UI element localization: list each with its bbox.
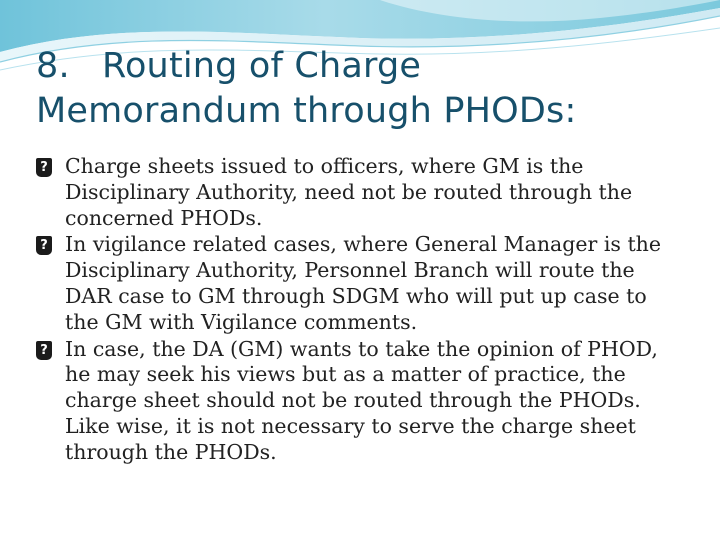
title-line-2: Memorandum through PHODs: [36, 91, 577, 131]
bullet-text: Charge sheets issued to officers, where GM is the Disciplinary Authority, need not be routed through the concerned PHODs. [65, 154, 633, 230]
replacement-glyph-icon: ? [36, 236, 52, 255]
bullet-item [36, 154, 686, 231]
bullet-text: In case, the DA (GM) wants to take the opinion of PHOD, he may seek his views but as a matter of practice, the charge sheet should not be routed through the PHODs. Like wise, it is not necessary to serve the charge sheet through the PHODs. [65, 336, 658, 464]
title-line-1: Routing of Charge [102, 46, 422, 86]
slide-title [36, 44, 696, 134]
bullet-list [36, 154, 686, 467]
bullet-item [36, 232, 686, 335]
bullet-text: In vigilance related cases, where General Manager is the Disciplinary Authority, Personnel Branch will route the DAR case to GM through SDGM who will put up case to the GM with Vigilance comments. [65, 232, 662, 334]
bullet-item [36, 337, 686, 466]
replacement-glyph-icon: ? [36, 158, 52, 177]
title-number: 8. [36, 46, 70, 86]
replacement-glyph-icon: ? [36, 341, 52, 360]
